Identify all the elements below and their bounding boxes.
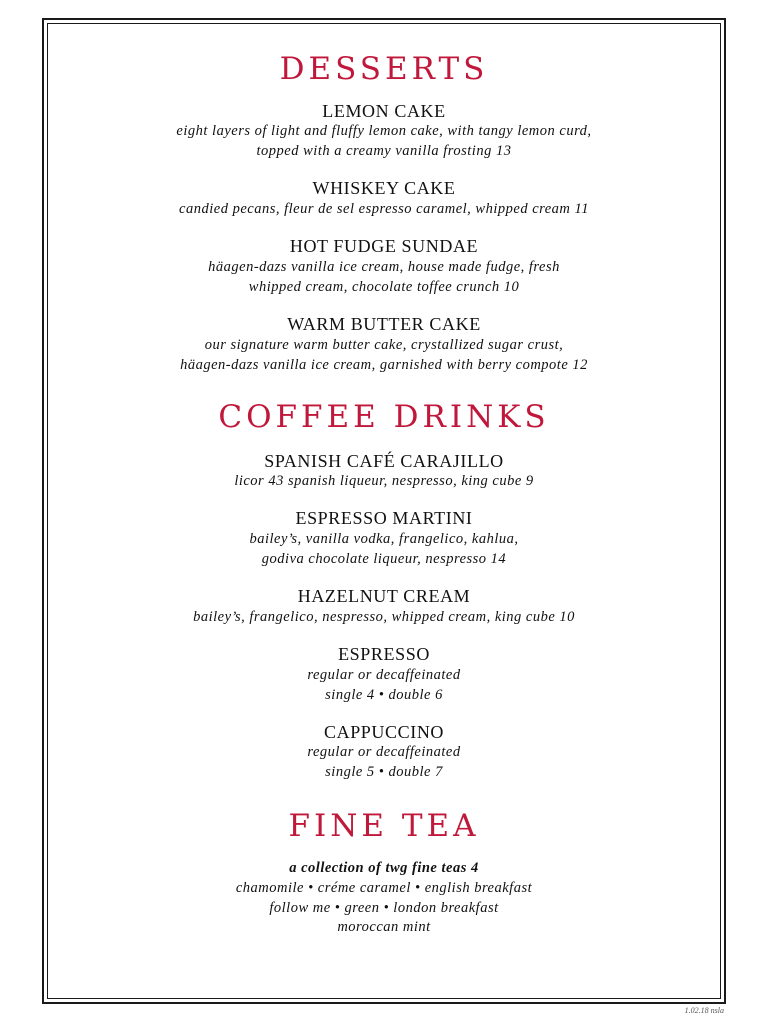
item-desc-cappuccino-line1: regular or decaffeinated [307, 744, 461, 760]
item-desc-cappuccino-line2: single 5 • double 7 [325, 764, 443, 780]
item-desc-spanish-cafe-carajillo-line1: licor 43 spanish liqueur, nespresso, king cube 9 [234, 473, 534, 489]
item-name-hot-fudge-sundae: HOT FUDGE SUNDAE [289, 236, 479, 256]
item-desc-lemon-cake-line2: topped with a creamy vanilla frosting 13 [256, 143, 512, 159]
item-desc-warm-butter-cake-line2: häagen-dazs vanilla ice cream, garnished with berry compote 12 [180, 357, 588, 373]
item-desc-hot-fudge-sundae-line2: whipped cream, chocolate toffee crunch 10 [248, 279, 520, 295]
item-desc-hazelnut-cream-line1: bailey’s, frangelico, nespresso, whipped cream, king cube 10 [193, 609, 575, 625]
tea-intro: a collection of twg fine teas 4 [289, 860, 479, 876]
tea-list-line3: moroccan mint [337, 919, 431, 935]
item-name-warm-butter-cake: WARM BUTTER CAKE [287, 314, 481, 334]
item-desc-whiskey-cake-line1: candied pecans, fleur de sel espresso caramel, whipped cream 11 [179, 201, 589, 217]
item-desc-espresso-line2: single 4 • double 6 [325, 687, 443, 703]
section-title-desserts: DESSERTS [279, 51, 489, 87]
item-name-lemon-cake: LEMON CAKE [322, 101, 446, 121]
item-name-cappuccino: CAPPUCCINO [323, 722, 445, 742]
item-desc-warm-butter-cake-line1: our signature warm butter cake, crystallized sugar crust, [204, 337, 564, 353]
tea-list-line2: follow me • green • london breakfast [269, 900, 499, 916]
section-title-fine-tea: FINE TEA [288, 808, 480, 844]
item-name-spanish-cafe-carajillo: SPANISH CAFÉ CARAJILLO [264, 451, 504, 471]
item-desc-espresso-line1: regular or decaffeinated [307, 667, 461, 683]
tea-list-line1: chamomile • créme caramel • english breakfast [235, 880, 533, 896]
item-desc-espresso-martini-line2: godiva chocolate liqueur, nespresso 14 [261, 551, 507, 567]
item-name-espresso-martini: ESPRESSO MARTINI [295, 508, 473, 528]
item-desc-espresso-martini-line1: bailey’s, vanilla vodka, frangelico, kahlua, [249, 531, 519, 547]
item-desc-lemon-cake-line1: eight layers of light and fluffy lemon cake, with tangy lemon curd, [176, 123, 592, 139]
footer-version-code: 1.02.18 nsla [684, 1006, 724, 1015]
item-name-espresso: ESPRESSO [338, 644, 430, 664]
section-title-coffee-drinks: COFFEE DRINKS [218, 399, 550, 435]
item-name-whiskey-cake: WHISKEY CAKE [312, 178, 456, 198]
item-desc-hot-fudge-sundae-line1: häagen-dazs vanilla ice cream, house made fudge, fresh [208, 259, 560, 275]
item-name-hazelnut-cream: HAZELNUT CREAM [297, 586, 471, 606]
